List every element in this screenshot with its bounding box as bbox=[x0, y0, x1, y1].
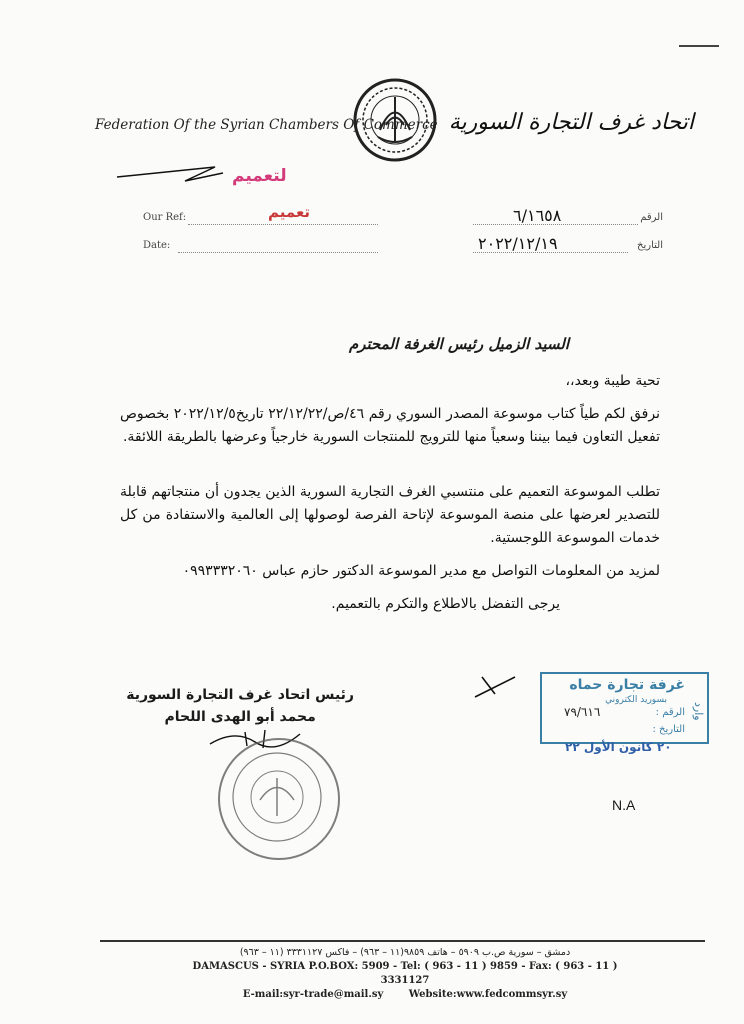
stamp-title: غرفة تجارة حماه bbox=[569, 677, 685, 693]
stamp-handwritten-date: ٢٠ كانون الأول ٢٢ bbox=[565, 740, 672, 754]
footer-address-en: DAMASCUS - SYRIA P.O.BOX: 5909 - Tel: ( 963 - 11 ) 9859 - Fax: ( 963 - 11 ) 3331127 bbox=[192, 961, 618, 986]
top-edge-mark bbox=[679, 45, 719, 47]
stamp-subtitle: بسوريد الكتروني bbox=[605, 695, 667, 705]
footer-website: Website:www.fedcommsyr.sy bbox=[408, 989, 568, 1000]
signatory-name: محمد أبو الهدى اللحام bbox=[164, 709, 316, 725]
initials: N.A bbox=[612, 797, 636, 813]
date-label-ar: التاريخ bbox=[637, 240, 663, 251]
footer bbox=[170, 946, 640, 1002]
red-stamp-circular: تعميم bbox=[268, 203, 311, 221]
signatory-title: رئيس اتحاد غرف التجارة السورية bbox=[126, 687, 354, 703]
date-label-en: Date: bbox=[143, 240, 171, 251]
date-handwritten: ٢٠٢٢/١٢/١٩ bbox=[478, 234, 558, 253]
stamp-number-label: الرقم : bbox=[655, 707, 685, 718]
ref-label-en: Our Ref: bbox=[143, 212, 187, 223]
stamp-number-value: ٧٩/٦١٦ bbox=[564, 705, 601, 719]
addressee: السيد الزميل رئيس الغرفة المحترم bbox=[348, 335, 569, 353]
footer-rule bbox=[100, 940, 705, 942]
ref-dotted-line bbox=[188, 224, 378, 225]
federation-logo bbox=[350, 75, 440, 165]
letterhead-arabic: اتحاد غرف التجارة السورية bbox=[448, 110, 694, 135]
received-stamp bbox=[540, 672, 709, 744]
red-stamp-circulate: لتعميم bbox=[232, 166, 287, 186]
paragraph-1: نرفق لكم طياً كتاب موسوعة المصدر السوري رقم ٤٦/ص/٢٢/١٢/٢٢ تاريخ٢٠٢٢/١٢/٥ بخصوص تفعيل التعاون فيما بيننا وسعياً منها للترويج للمنتجات السورية خارجياً وعرضها بالطريقة اللائقة. bbox=[120, 406, 660, 445]
paragraph-2: تطلب الموسوعة التعميم على منتسبي الغرف التجارية السورية الذين يجدون أن منتجاتهم قابلة للتصدير لعرضها على منصة الموسوعة لإتاحة الفرصة لوصولها إلى العالمية والاستفادة من كل خدمات الموسوعة اللوجستية. bbox=[120, 484, 660, 546]
greeting: تحية طيبة وبعد،، bbox=[565, 373, 660, 389]
date-dotted-line bbox=[178, 252, 378, 253]
approval-mark bbox=[470, 672, 520, 702]
date-row bbox=[143, 234, 663, 258]
ref-number-handwritten: ٦/١٦٥٨ bbox=[513, 206, 562, 225]
initial-scribble bbox=[115, 163, 225, 188]
stamp-side-label: وارد bbox=[692, 702, 705, 721]
reference-row bbox=[143, 206, 663, 230]
footer-email: E-mail:syr-trade@mail.sy bbox=[242, 989, 384, 1000]
signature-block bbox=[126, 684, 354, 728]
ref-label-ar: الرقم bbox=[640, 212, 663, 223]
stamp-date-label: التاريخ : bbox=[652, 724, 685, 735]
official-round-seal bbox=[218, 738, 340, 860]
paragraph-3: لمزيد من المعلومات التواصل مع مدير الموسوعة الدكتور حازم عباس ٠٩٩٣٣٣٢٠٦٠ bbox=[182, 563, 660, 579]
seal-graphic bbox=[220, 740, 334, 854]
letterhead-english: Federation Of the Syrian Chambers Of Commerce bbox=[95, 117, 438, 133]
footer-address-ar: دمشق – سورية ص.ب ٥٩٠٩ – هاتف ٩٨٥٩(١١ – ٩٦٣) – فاكس ٣٣٣١١٢٧ (١١ – ٩٦٣) bbox=[239, 947, 571, 958]
closing-line: يرجى التفضل بالاطلاع والتكرم بالتعميم. bbox=[331, 596, 560, 612]
